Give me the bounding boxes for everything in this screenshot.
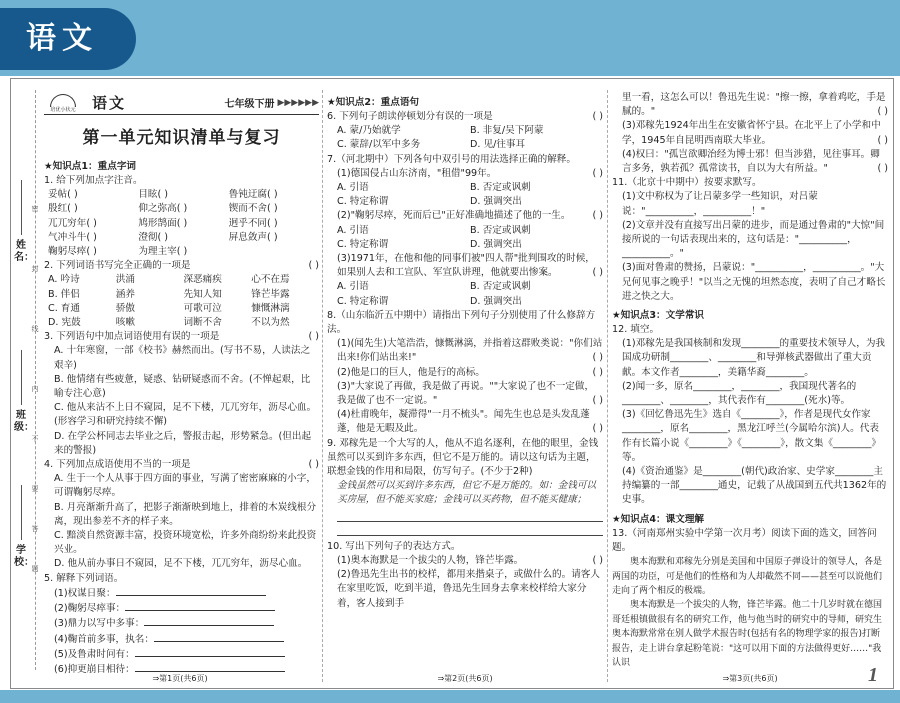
answer-bracket[interactable]: ( ) — [592, 167, 603, 179]
knowledge-point-1: ★知识点1：重点字词 — [44, 161, 137, 172]
question-text: (3)"大家说了再做，我是做了再说。""大家说了也不一定做，我是做了也不一定说。" — [337, 380, 595, 407]
option: D. 强调突出 — [470, 295, 522, 307]
logo-text: 培优小状元 — [50, 106, 76, 113]
fill-blank-item[interactable]: (3)面对鲁肃的赞扬，吕蒙说："__________，__________。"大兄何见事之晚乎！"以当之无愧的坦然态度，表明了自己才略长进之快之大。 — [622, 262, 886, 302]
option: B. 否定或讽刺 — [470, 224, 531, 236]
answer-line[interactable] — [337, 508, 603, 522]
seal-char: 题 — [31, 565, 39, 573]
pinyin-item[interactable]: 屏息敛声( ) — [228, 231, 278, 243]
question-text: 里一看，这怎么可以！鲁迅先生说："擦一擦，拿着鸡吃，手是腻的。" — [622, 92, 886, 118]
pinyin-item[interactable]: 目眩( ) — [138, 189, 169, 201]
sub-question — [327, 366, 603, 380]
sub-question — [327, 554, 603, 568]
pinyin-item[interactable]: 锲而不舍( ) — [228, 203, 278, 215]
question-10: 10. 写出下列句子的表达方式。 — [327, 540, 461, 552]
option-row — [44, 316, 319, 330]
item-label: (1)权谋日聚： — [54, 587, 116, 599]
answer-line[interactable] — [44, 632, 319, 647]
sub-question — [327, 380, 603, 408]
column-2 — [327, 91, 603, 681]
seal-char: 答 — [31, 525, 39, 533]
seal-char: 内 — [31, 385, 39, 393]
pinyin-item[interactable]: 殷红( ) — [48, 203, 78, 215]
option: 可歌可泣 — [183, 302, 222, 314]
blank[interactable] — [135, 647, 285, 657]
option-row — [327, 280, 603, 294]
reading-passage: 奥本海默和邓稼先分别是美国和中国原子弹设计的领导人，各是两国的功臣，可是他们的性格和为人却截然不同——甚至可以说他们走向了两个相反的极端。 — [612, 557, 883, 596]
header-subject: 语文 — [92, 94, 127, 112]
option: B. 否定或讽刺 — [470, 281, 531, 293]
option: C. 黯淡自然资源丰富，投资环境宽松，许多外商纷纷来此投资兴业。 — [54, 530, 317, 556]
class-label: 班级： — [14, 410, 34, 433]
option: C. 他从来沾不上日不窥园，足不下楼，兀兀穷年，沥尽心血。(形容学习和研究持续不懈) — [54, 402, 317, 428]
option: C. 特定称谓 — [337, 196, 389, 208]
question-2 — [44, 259, 319, 273]
answer-bracket[interactable]: ( ) — [308, 459, 319, 471]
name-label: 姓名： — [14, 240, 34, 263]
option-row — [327, 295, 603, 309]
pinyin-item[interactable]: 澄彻( ) — [138, 231, 169, 243]
question-text: 3. 下列语句中加点词语使用有误的一项是 — [44, 331, 220, 343]
answer-bracket[interactable]: ( ) — [308, 331, 319, 343]
answer-bracket[interactable]: ( ) — [592, 423, 603, 435]
subject-tab: 语文 — [0, 8, 136, 70]
pinyin-row — [44, 217, 319, 231]
option: 咳嗽 — [115, 317, 135, 329]
header-grade: 七年级下册 — [224, 99, 275, 110]
column-divider — [322, 90, 323, 682]
fill-blank-item[interactable]: (2)闻一多，原名________，________，我国现代著名的________、________，其代表作有________(死水)等。 — [622, 380, 857, 407]
answer-bracket[interactable]: ( ) — [877, 134, 888, 146]
page-footer: ⇒第1页(共6页) — [152, 674, 208, 683]
option: D. 在学公杯同志去毕业之后，警报击起，形势紧急。(但出起来的警报) — [54, 430, 312, 456]
question-text: 6. 下列句子朗读停顿划分有误的一项是 — [327, 111, 493, 122]
pinyin-item[interactable]: 妥帖( ) — [48, 189, 78, 201]
option: A. 引语 — [337, 224, 369, 236]
column-3 — [612, 91, 888, 681]
pinyin-row — [44, 202, 319, 216]
sub-question — [327, 167, 603, 181]
item-label: (2)鞠躬尽瘁事： — [54, 603, 126, 615]
option-row — [327, 124, 603, 138]
answer-bracket[interactable]: ( ) — [592, 267, 603, 279]
question-text: (2)他是口的巨人，他是行的高标。 — [337, 366, 485, 378]
option: B. 月亮渐渐升高了，把影子渐渐映到地上，排着的木炭线根分离，现出参差不齐的样子来。 — [54, 501, 317, 527]
pinyin-item[interactable]: 仰之弥高( ) — [138, 203, 188, 215]
example-sentence: 金钱虽然可以买到许多东西，但它不是万能的。如：金钱可以买房屋，但不能买家庭；金钱可以买药物，但不能买健康； — [337, 480, 597, 506]
blank[interactable] — [135, 662, 285, 672]
option: D. 强调突出 — [470, 238, 522, 250]
question-13: 13.（河南郑州实验中学第一次月考）阅读下面的选文，回答问题。 — [612, 527, 877, 553]
question-7: 7.（河北期中）下列各句中双引号的用法选择正确的解释。 — [327, 153, 576, 165]
option: C. 特定称谓 — [337, 295, 389, 307]
option: 不以为然 — [251, 317, 290, 329]
question-text: (3)1971年，在他和他的同事们被"四人帮"批判围攻的时候，如果别人去和工宣队、军宣队讲理，他就要出惨案。 — [337, 253, 595, 279]
question-text: (3)邓稼先1924年出生在安徽省怀宁县。在北平上了小学和中学，1945年自昆明西南联大毕业。 — [622, 120, 881, 146]
sub-question: (2)鲁迅先生出书的校样，都用来揩桌子，或做什么的。请客人在家里吃饭，吃到半道，鲁迅先生回身去拿来校样给大家分着，客人接到手 — [337, 569, 601, 609]
pinyin-item[interactable]: 兀兀穷年( ) — [48, 217, 97, 229]
seal-line — [35, 90, 36, 670]
answer-bracket[interactable]: ( ) — [877, 106, 888, 118]
option-row — [327, 238, 603, 252]
blank[interactable] — [144, 616, 274, 626]
option: A. 吟诗 — [48, 274, 80, 286]
knowledge-point-4: ★知识点4：课文理解 — [612, 513, 705, 525]
option: A. 蒙/乃始就学 — [337, 125, 401, 137]
option: 慷慨淋漓 — [251, 302, 290, 314]
option-row — [327, 195, 603, 209]
unit-title: 第一单元知识清单与复习 — [82, 128, 281, 148]
sub-question — [327, 209, 603, 223]
question-text: (1)德国侵占山东济南，"租借"99年。 — [337, 167, 497, 179]
question-11: 11.（北京十中期中）按要求默写。 — [612, 177, 762, 189]
page-footer: ⇒第3页(共6页) — [722, 674, 778, 683]
option-row — [327, 224, 603, 238]
option: B. 伴侣 — [48, 288, 80, 300]
seal-char: 不 — [31, 435, 39, 443]
question-text: 4. 下列加点成语使用不当的一项是 — [44, 459, 191, 471]
option: 心不在焉 — [251, 274, 290, 286]
fill-blank-item[interactable]: (3)《回忆鲁迅先生》选自《________》，作者是现代女作家________，原名________，黑龙江呼兰(今属哈尔滨)人。代表作有长篇小说《________》《________》，散文集《________》等。 — [622, 409, 882, 463]
answer-line[interactable] — [44, 586, 319, 601]
blank[interactable] — [116, 586, 266, 596]
option: 先知人知 — [183, 288, 222, 300]
question-text: 2. 下列词语书写完全正确的一项是 — [44, 260, 191, 272]
question-text: (1)(闻先生)大笔浩浩，慷慨淋漓，并指着这群败类说："你们站出来!你们站出来!" — [337, 338, 603, 364]
brand-logo — [44, 92, 82, 114]
pinyin-item[interactable]: 鲁钝迂腐( ) — [228, 189, 278, 201]
page-number: 1 — [868, 664, 878, 686]
binding-margin — [10, 90, 40, 670]
reading-passage: 奥本海默是一个拔尖的人物，锋芒毕露。他二十几岁时就在德国哥廷根镇做很有名的研究工作，他与他当时的研究中的导师，研究生奥本海默常常在别人做学术报告时(包括有名的物理学家的报告)打断报告，走上讲台拿起粉笔说："这可以用下面的方法做得更好……"我认识 — [612, 600, 883, 668]
sub-question — [612, 119, 888, 147]
question-6 — [327, 110, 603, 124]
question-text: (4)权曰："孤岂欲卿治经为博士邪！但当涉猎，见往事耳。卿言多务，孰若孤？孤常读书，自以为大有所益。" — [622, 148, 880, 175]
pinyin-row — [44, 231, 319, 245]
pinyin-item[interactable]: 为理主宰( ) — [138, 246, 188, 258]
option: D. 他从前办事日不窥园，足不下楼，兀兀穷年，沥尽心血。 — [54, 558, 308, 570]
class-line — [21, 350, 22, 405]
bottom-banner — [0, 690, 900, 703]
option: A. 引语 — [337, 281, 369, 293]
option-row — [44, 288, 319, 302]
answer-line[interactable] — [44, 616, 319, 631]
pinyin-row — [44, 245, 319, 259]
sheet-header — [44, 91, 319, 115]
knowledge-point-3: ★知识点3：文学常识 — [612, 310, 705, 322]
option-row — [327, 138, 603, 152]
option: 锋芒毕露 — [251, 288, 290, 300]
answer-bracket[interactable]: ( ) — [592, 111, 603, 122]
option: B. 非复/吴下阿蒙 — [470, 125, 544, 137]
question-9: 9. 邓稼先是一个大写的人，他从不追名逐利，在他的眼里，金钱虽然可以买到许多东西，但它不是万能的。请以这句话为主题，联想金钱的作用和局限，仿写句子。(不少于2种) — [327, 437, 599, 478]
option-row — [327, 181, 603, 195]
answer-line[interactable] — [337, 522, 603, 536]
answer-bracket[interactable]: ( ) — [592, 395, 603, 407]
answer-bracket[interactable]: ( ) — [877, 163, 888, 175]
option: D. 见/往事耳 — [470, 139, 526, 151]
pinyin-item[interactable]: 迥乎不同( ) — [228, 217, 278, 229]
pinyin-row — [44, 188, 319, 202]
fill-blank-item[interactable]: (1)文中称权为了让吕蒙多学一些知识，对吕蒙说："__________，__________！" — [622, 191, 818, 217]
option: B. 他情绪有些疲惫，疑惑、钻研疑惑而不舍。(不惮起艰，比喻专注心意) — [54, 373, 311, 400]
question-text: (2)"鞠躬尽瘁，死而后已"正好准确地描述了他的一生。 — [337, 210, 571, 222]
option: 骄傲 — [115, 302, 135, 314]
option: 涵养 — [115, 288, 135, 300]
option: 深恶痛疾 — [183, 274, 222, 286]
option-row — [44, 302, 319, 316]
fill-blank-item[interactable]: (4)《资治通鉴》是________(朝代)政治家、史学家________主持编纂的一部________通史，记载了从战国到五代共1362年的史事。 — [622, 466, 887, 506]
fill-blank-item[interactable]: (2)文章并没有直接写出吕蒙的进步，而是通过鲁肃的"大惊"间接所说的一句话表现出来的，这句话是："__________，__________。" — [622, 219, 885, 260]
answer-bracket[interactable]: ( ) — [592, 366, 603, 378]
question-12: 12. 填空。 — [612, 324, 660, 336]
seal-char: 线 — [31, 325, 39, 333]
answer-bracket[interactable]: ( ) — [592, 352, 603, 364]
pinyin-item[interactable]: 鸠形鹄面( ) — [138, 217, 188, 229]
arrow-icons: ▶▶▶▶▶▶ — [277, 97, 319, 108]
question-5: 5. 解释下列词语。 — [44, 572, 124, 584]
option: B. 否定或讽刺 — [470, 182, 531, 194]
sub-question — [327, 408, 603, 436]
seal-char: 要 — [31, 485, 39, 493]
answer-bracket[interactable]: ( ) — [308, 260, 319, 272]
seal-char: 密 — [31, 205, 39, 213]
blank[interactable] — [125, 601, 275, 611]
option: 词断不舍 — [183, 317, 222, 329]
answer-line[interactable] — [44, 601, 319, 616]
seal-char: 封 — [31, 265, 39, 273]
answer-bracket[interactable]: ( ) — [592, 554, 603, 566]
question-8: 8.（山东临沂五中期中）请指出下列句子分别使用了什么修辞方法。 — [327, 309, 596, 336]
school-label: 学校： — [14, 545, 34, 568]
sub-question — [327, 337, 603, 365]
blank[interactable] — [154, 632, 284, 642]
sub-question — [327, 252, 603, 280]
option: D. 强调突出 — [470, 196, 522, 208]
name-line — [21, 180, 22, 235]
sub-question — [612, 148, 888, 176]
knowledge-point-2: ★知识点2：重点语句 — [327, 97, 420, 108]
option: A. 十年寒窗，一部《校书》赫然而出。(写书不易，人读法之艰辛) — [54, 345, 311, 371]
option: 洪涌 — [115, 274, 135, 286]
option-row — [44, 273, 319, 287]
school-line — [21, 485, 22, 540]
answer-bracket[interactable]: ( ) — [592, 210, 603, 222]
answer-line[interactable] — [44, 647, 319, 662]
option: C. 育通 — [48, 302, 80, 314]
option: D. 宪鼓 — [48, 317, 81, 329]
option: C. 蒙辞/以军中多务 — [337, 139, 421, 151]
pinyin-item[interactable]: 鞠躬尽瘁( ) — [48, 246, 97, 258]
pinyin-item[interactable]: 气冲斗牛( ) — [48, 231, 97, 243]
question-1: 1. 给下列加点字注音。 — [44, 175, 143, 186]
fill-blank-item[interactable]: (1)邓稼先是我国核制和发现________的重要技术领导人，为我国成功研制________、________和导弹核武器做出了重大贡献。本文作者________，美籍华裔________。 — [622, 338, 886, 378]
option: A. 生于一个人从事于四方面的事业，写满了密密麻麻的小字，可谓鞠躬尽瘁。 — [54, 473, 316, 499]
question-text: (4)杜甫晚年，凝滞得"一月不梳头"。闻先生也总是头发乱蓬蓬，他是无暇及此。 — [337, 409, 590, 435]
pinyin-item — [229, 245, 319, 259]
item-label: (5)及鲁肃时问有： — [54, 648, 135, 660]
column-divider — [607, 90, 608, 682]
item-label: (4)鞠首前多事，执名： — [54, 633, 154, 645]
item-label: (6)抑更崩目相待： — [54, 663, 135, 675]
continued-text — [612, 91, 888, 119]
question-4 — [44, 458, 319, 472]
page-footer: ⇒第2页(共6页) — [437, 674, 493, 683]
column-1 — [44, 91, 319, 681]
option: A. 引语 — [337, 182, 369, 194]
question-3 — [44, 330, 319, 344]
question-text: (1)奥本海默是一个拔尖的人物，锋芒毕露。 — [337, 554, 524, 566]
item-label: (3)鼎力以写中多事： — [54, 618, 145, 630]
option: C. 特定称谓 — [337, 238, 389, 250]
